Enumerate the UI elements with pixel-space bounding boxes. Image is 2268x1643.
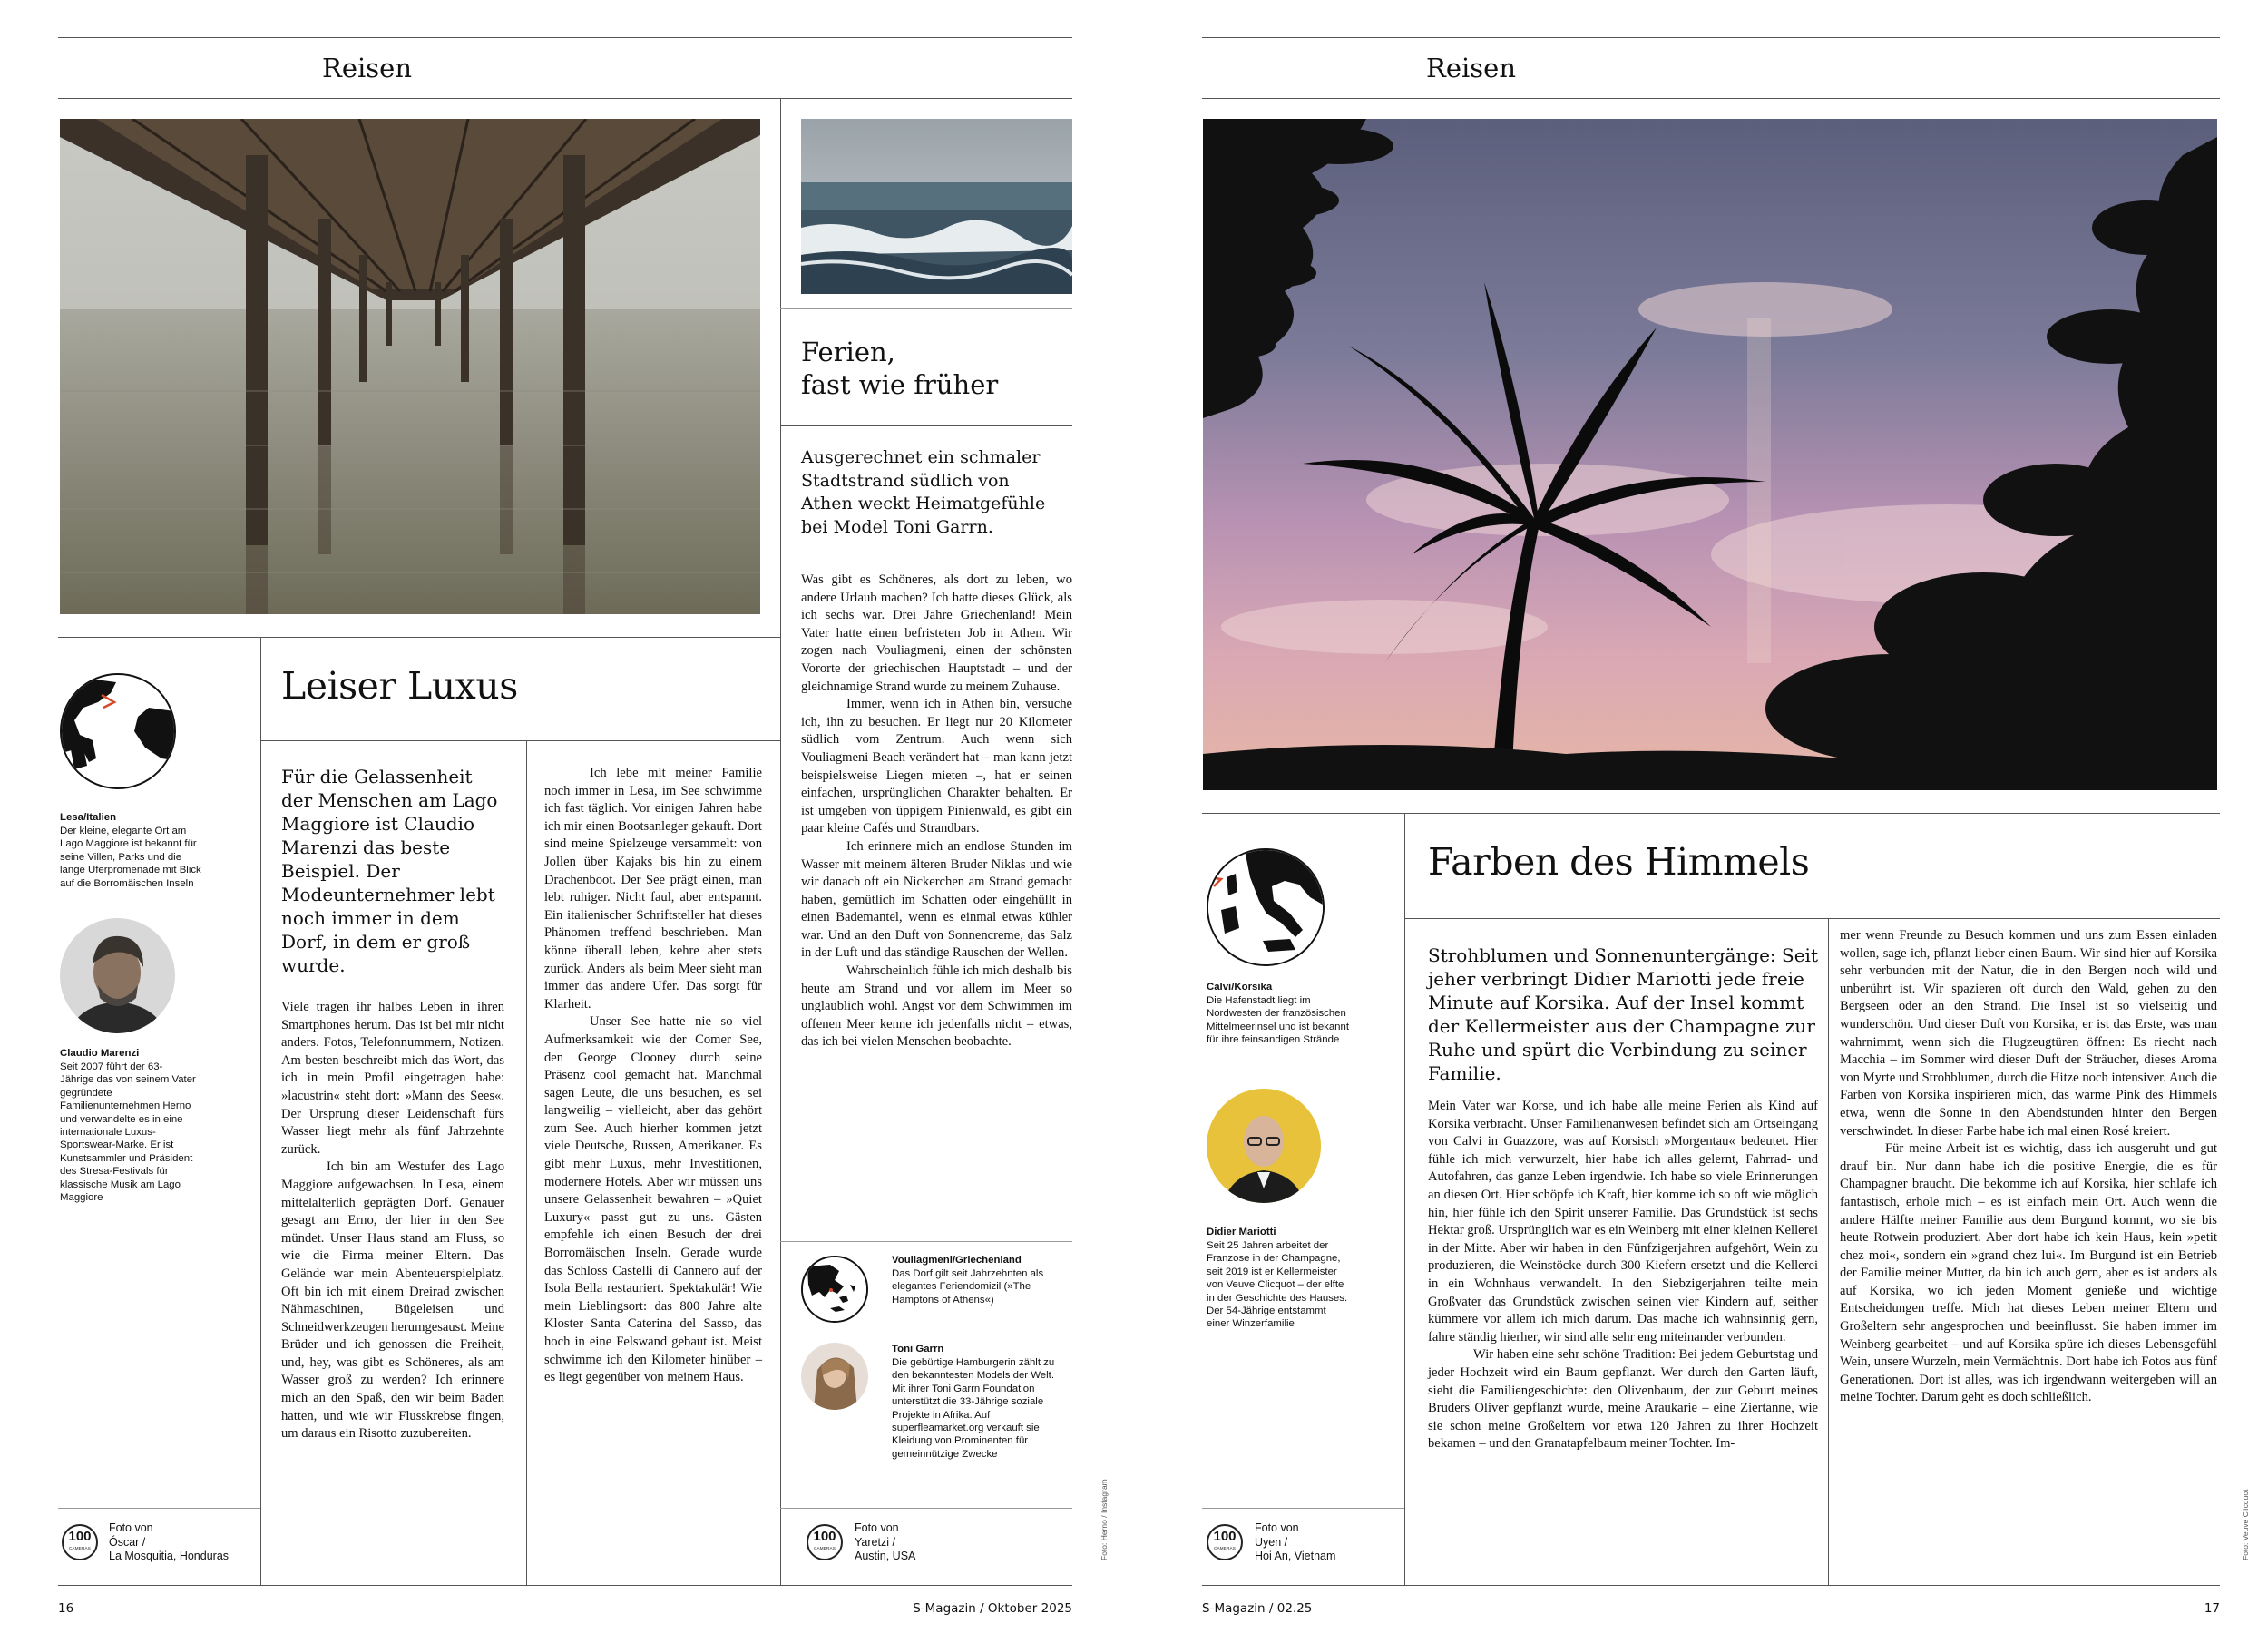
farben-col1-p2: Wir haben eine sehr schöne Tradition: Bei jedem Geburtstag und jeder Hochzeit wird ein Baum gepflanzt. Wer durch den Garten läuft, sieht die Familiengeschichte: den Olivenbaum, der zur Geburt meines Bruders Oliver gepflanzt wurde, meine Araukarie – eine Ziertanne, wie sie schon meine Großeltern vor etwa 120 Jahren zu ihrer Hochzeit bekamen – und den Granatapfelbaum meiner Tochter. Im-	[1428, 1347, 1818, 1452]
vertical-photo-credit-left: Foto: Herno / Instagram	[1100, 1479, 1109, 1560]
didier-mariotti-portrait	[1207, 1089, 1321, 1203]
leiser-credit-rule	[58, 1508, 260, 1509]
leiser-col1-p1: Viele tragen ihr halbes Leben in ihren Smartphones herum. Das ist bei mir nicht anders. Fotos, Telefonnummern, Notizen. Am besten beschreibt mich das Wort, das ich in mein Profil eingetragen habe: »lacustrin« steht dort: »Mann des Sees«. Der Ursprung dieser Leidenschaft fürs Wasser liegt mehr als fünf Jahrzehnte zurück.	[281, 1000, 504, 1157]
toni-garrn-caption-title: Toni Garrn	[892, 1344, 944, 1354]
ferien-caption-rule	[780, 1241, 1072, 1242]
ferien-photo-credit	[855, 1521, 915, 1564]
farben-lead: Strohblumen und Sonnenuntergänge: Seit jeher verbringt Didier Mariotti jede freie Minute auf Korsika. Auf der Insel kommt der Kellermeister aus der Champagne zur Ruhe und spürt die Verbindung zu seiner Familie.	[1428, 944, 1818, 1084]
credit-line-2: Yaretzi /	[855, 1535, 895, 1549]
ferien-headline-rule	[780, 425, 1072, 426]
credit-line-1: Foto von	[855, 1521, 899, 1534]
badge-number: 100	[68, 1529, 92, 1544]
farben-column-rule	[1828, 918, 1829, 1585]
leiser-col1-p2: Ich bin am Westufer des Lago Maggiore aufgewachsen. In Lesa, einem mittelalterlich geprägten Dorf. Genauer gesagt am Erno, der hier in den See mündet. Unser Haus stand am Fluss, so wie die Firma meiner Eltern. Das Gelände war mein Abenteuerspielplatz. Oft bin ich mit einem Dreirad zwischen Nähmaschinen, Bügeleisen und Schneidwerkzeugen herumgesaust. Meine Brüder und ich genossen die Freiheit, und, hey, was gibt es Schöneres, als am Wasser groß zu werden? Ich erinnere mich an den Spaß, den wir beim Baden hatten, und wie wir Flusskrebse fingen, um daraus ein Risotto zuzubereiten.	[281, 1159, 504, 1442]
farben-col1	[1428, 1098, 1818, 1453]
claudio-caption-text: Seit 2007 führt der 63-Jährige das von seinem Vater gegründete Familienunternehmen Herno und verwandelte es in eine internationale Luxus-Sportswear-Marke. Er ist Kunstsammler und Präsident des Stresa-Festivals für klassische Musik am Lago Maggiore	[60, 1061, 196, 1204]
ferien-headline	[801, 336, 998, 401]
toni-garrn-caption-text: Die gebürtige Hamburgerin zählt zu den bekanntesten Models der Welt. Mit ihrer Toni Garrn Foundation unterstützt die 33-Jährige soziale Projekte in Afrika. Auf superfleamarket.org verkauft sie Kleidung von Prominenten für gemeinnützige Zwecke	[892, 1357, 1055, 1460]
sunset-palm-photo	[1203, 119, 2217, 790]
calvi-caption-title: Calvi/Korsika	[1207, 982, 1273, 993]
column-rule-vertical-left	[780, 98, 781, 1585]
page-number-right: 17	[2204, 1601, 2220, 1616]
credit-line-3: La Mosquitia, Honduras	[109, 1550, 230, 1562]
didier-caption-text: Seit 25 Jahren arbeitet der Franzose in der Champagne, seit 2019 ist er Kellermeister von Veuve Clicquot – der elfte in der Geschichte des Hauses. Der 54-Jährige entstammt einer Winzerfamilie	[1207, 1240, 1348, 1330]
credit-line-2: Óscar /	[109, 1535, 146, 1549]
badge-label: CAMERAS	[68, 1546, 92, 1550]
ferien-body-p3: Ich erinnere mich an endlose Stunden im Wasser mit meinem älteren Bruder Niklas und wie wir danach oft ein Nickerchen am Strand gemacht haben, gemütlich im Schatten oder eingehüllt in einen Bademantel, wenn es einmal etwas kühler war. Und an den Duft von Sonnencreme, das Salz in der Luft und das ständige Rauschen der Wellen.	[801, 838, 1072, 961]
credit-line-3: Hoi An, Vietnam	[1255, 1550, 1336, 1562]
header-rule-left	[58, 98, 1072, 99]
leiser-column-rule	[526, 740, 527, 1585]
header-rule-right	[1202, 98, 2220, 99]
greece-map-icon	[801, 1256, 868, 1323]
magazine-issue-right: S-Magazin / 02.25	[1202, 1601, 1313, 1616]
section-label-right: Reisen	[1426, 53, 1516, 83]
italy-map-icon	[60, 673, 176, 789]
toni-garrn-portrait	[801, 1343, 868, 1410]
100-cameras-badge-leiser	[62, 1524, 98, 1560]
leiser-luxus-headline: Leiser Luxus	[281, 664, 518, 708]
credit-line-2: Uyen /	[1255, 1535, 1288, 1549]
leiser-col2-p2: Unser See hatte nie so viel Aufmerksamkeit wie der Comer See, den George Clooney durch seine Präsenz cool gemacht hat. Manchmal sagen Leute, die uns besuchen, es sei langweilig – vielleicht, aber das gehört zum See. Auch hierher kommen jetzt viele Deutsche, Russen, Amerikaner. Es gibt mehr Luxus, mehr Investitionen, modernere Hotels. Aber wir müssen uns unsere Gelassenheit bewahren – »Quiet Luxury« passt gut zu uns. Gästen empfehle ich einen Besuch der drei Borromäischen Inseln. Gerade wurde das Schloss Castelli di Cannero auf der Isola Bella restauriert. Spektakulär! Wie mein Lieblingsort: das 800 Jahre alte Kloster Santa Caterina del Sasso, das hoch in eine Felswand gebaut ist. Meist schwimme ich den Kilometer hinüber – es liegt gegenüber von meinem Haus.	[544, 1014, 762, 1385]
leiser-col2-p1: Ich lebe mit meiner Familie noch immer in Lesa, im See schwimme ich fast täglich. Vor einigen Jahren habe ich mir einen Bootsanleger gekauft. Dort sind meine Spielzeuge versammelt: von Jollen über Kajaks bis hin zu einem Drachenboot. Der See prägt einen, man lebt ruhiger. Nicht faul, aber entspannt. Ein italienischer Schriftsteller hat dieses Phänomen treffend beschrieben. Man könne überall leben, kehre aber stets zurück. Anders als beim Meer sieht man immer das andere Ufer. Das sorgt für Klarheit.	[544, 766, 762, 1012]
pier-photo	[60, 119, 760, 614]
page-number-left: 16	[58, 1601, 74, 1616]
sea-photo	[801, 119, 1072, 294]
farben-col2	[1840, 927, 2217, 1407]
claudio-caption-title: Claudio Marenzi	[60, 1048, 140, 1059]
magazine-issue-left: S-Magazin / Oktober 2025	[913, 1601, 1072, 1616]
leiser-headline-rule-top	[58, 637, 780, 638]
leiser-col1	[281, 999, 504, 1443]
footer-rule-left	[58, 1585, 1072, 1586]
credit-line-1: Foto von	[109, 1521, 153, 1534]
claudio-marenzi-portrait	[60, 918, 175, 1033]
leiser-headline-rule-bottom	[260, 740, 780, 741]
credit-line-3: Austin, USA	[855, 1550, 916, 1562]
farben-photo-credit	[1255, 1521, 1335, 1564]
vouliagmeni-caption-title: Vouliagmeni/Griechenland	[892, 1255, 1022, 1266]
badge-number: 100	[813, 1529, 836, 1544]
ferien-headline-line1: Ferien,	[801, 337, 895, 367]
leiser-col2	[544, 765, 762, 1387]
ferien-headline-line2: fast wie früher	[801, 369, 999, 400]
leiser-photo-credit	[109, 1521, 229, 1564]
farben-headline-rule-top	[1202, 813, 2220, 814]
didier-caption-title: Didier Mariotti	[1207, 1227, 1276, 1237]
section-label-left: Reisen	[322, 53, 412, 83]
farben-headline-rule-bottom	[1404, 918, 2220, 919]
farben-col1-p1: Mein Vater war Korse, und ich habe alle meine Ferien als Kind auf Korsika verbracht. Unser Familienanwesen befindet sich am Ortseingang von Calvi in Guazzore, was auf Korsisch »Morgentau« bedeutet. Hier fühle ich mich verwurzelt, hier habe ich alles gelernt, Fahrrad- und Autofahren, das ganze Leben irgendwie. Ich habe so viele Erinnerungen an diesen Ort. Hier schöpfe ich Kraft, hier komme ich so oft wie möglich hin, hier fühle ich den Spirit unserer Familie. Das Grundstück ist sechs Hektar groß. Ursprünglich war es ein Weinberg mit einer kleinen Kellerei in der Mitte. Aber wir haben in den Fünfzigerjahren aufgehört, Wein zu produzieren, die Weinstöcke durch 300 Kiefern ersetzt und die Kellerei in ein Wohnhaus verwandelt. In den Siebzigerjahren teilte mein Großvater das Grundstück zwischen seinen vier Kindern auf, seither kümmere vor allem ich mich darum. Das mache ich wahnsinnig gern, fahre ständig hierher, wir sind alle sehr eng miteinander verbunden.	[1428, 1099, 1818, 1345]
sea-photo-rule	[780, 308, 1072, 309]
ferien-body	[801, 572, 1072, 1051]
vertical-photo-credit-right: Foto: Veuve Clicquot	[2241, 1489, 2250, 1560]
ferien-lead: Ausgerechnet ein schmaler Stadtstrand südlich von Athen weckt Heimatgefühle bei Model Toni Garrn.	[801, 447, 1046, 537]
lesa-caption-title: Lesa/Italien	[60, 812, 117, 823]
badge-label: CAMERAS	[1213, 1546, 1237, 1550]
calvi-caption-text: Die Hafenstadt liegt im Nordwesten der französischen Mittelmeerinsel und ist bekannt für ihre feinsandigen Strände	[1207, 995, 1350, 1046]
ferien-credit-rule	[780, 1508, 1072, 1509]
lesa-caption-text: Der kleine, elegante Ort am Lago Maggiore ist bekannt für seine Villen, Parks und die lange Uferpromenade mit Blick auf die Borromäischen Inseln	[60, 826, 201, 889]
farben-col2-p1: mer wenn Freunde zu Besuch kommen und uns zum Essen einladen wollen, sage ich, pflanzt lieber einen Baum. Wir sind hier auf Korsika sehr verbunden mit der Natur, die in den Bergen noch wild und unberührt ist. Wir spazieren oft durch den Wald, gehen zu den Bergseen oder an den Strand. Die Insel ist so vielseitig und wunderschön. Und dieser Duft von Korsika, er ist das Erste, was man wahrnimmt, wenn sich die Flugzeugtüren öffnen: Es riecht nach Macchia – im Sommer wird dieser Duft der Sträucher, dieses Aroma von Myrte und Strohblumen, durch die Hitze noch intensiver. Auch die Farben von Korsika inspirieren mich, das warme Pink des Himmels etwa, wenn die Sonne in den Abendstunden hinter den Bergen verschwindet. In dieser Farbe habe ich mal einen Rosé kreiert.	[1840, 928, 2217, 1139]
farben-col2-p2: Für meine Arbeit ist es wichtig, dass ich ausgeruht und gut drauf bin. Nur dann habe ich die positive Energie, die es für Champagner braucht. Die bekomme ich auf Korsika, hier schlafe ich fantastisch, erhole mich – es ist einfach mein Ort. Auch wenn die andere Hälfte meiner Familie aus dem Burgund kommt, wo sie bis heute Rotwein produziert. Aber dort habe ich kein Haus, kein »petit chez moi«, sondern ein »grand chez lui«. Im Burgund ist ein Betrieb der Familie meiner Mutter, da bin ich auch gern, aber es ist anders als auf Korsika, wo ich jeden Moment genieße und wichtige Entscheidungen treffe. Mich hat dieses Leben meiner Eltern und Großeltern sehr angesprochen und beeinflusst. Sie haben immer im Weinberg gearbeitet – und auf Korsika spüre ich dieses Lebensgefühl Wein, unsere Wurzeln, mein Vermächtnis. Dort habe ich Fotos aus fünf Generationen. Dort ist alles, was ich irgendwann weitergeben will an meine Tochter. Darum geht es doch schließlich.	[1840, 1141, 2217, 1405]
100-cameras-badge-farben	[1207, 1524, 1243, 1560]
sidebar-rule-vertical-right	[1404, 813, 1405, 1585]
credit-line-1: Foto von	[1255, 1521, 1299, 1534]
leiser-lead: Für die Gelassenheit der Menschen am Lago Maggiore ist Claudio Marenzi das beste Beispiel. Der Modeunternehmer lebt noch immer in dem Dorf, in dem er groß wurde.	[281, 766, 498, 976]
badge-label: CAMERAS	[813, 1546, 836, 1550]
top-rule-left	[58, 37, 1072, 38]
top-rule-right	[1202, 37, 2220, 38]
sidebar-rule-vertical-left	[260, 637, 261, 1585]
footer-rule-right	[1202, 1585, 2220, 1586]
100-cameras-badge-ferien	[807, 1524, 843, 1560]
farben-credit-rule	[1202, 1508, 1404, 1509]
farben-des-himmels-headline: Farben des Himmels	[1428, 840, 1810, 884]
ferien-body-p2: Immer, wenn ich in Athen bin, versuche ich, ihn zu besuchen. Er liegt nur 20 Kilometer südlich vom Zentrum. Auch wenn sich Vouliagmeni Beach verändert hat – man kann jetzt beispielsweise Liegen mieten –, hat er seinen einfachen, ursprünglichen Charakter behalten. Er ist umgeben von üppigem Pinienwald, es gibt ein paar kleine Cafés und Strandbars.	[801, 697, 1072, 836]
corsica-map-icon	[1207, 848, 1325, 966]
ferien-body-p1: Was gibt es Schöneres, als dort zu leben, wo andere Urlaub machen? Ich hatte dieses Glück, als ich sechs war. Drei Jahre Griechenland! Mein Vater hatte einen befristeten Job in Athen. Wir zogen nach Vouliagmeni, einen der schönsten Vororte der griechischen Hauptstadt – und der gleichnamige Strand wurde zu meinem Zuhause.	[801, 572, 1072, 694]
badge-number: 100	[1213, 1529, 1237, 1544]
vouliagmeni-caption-text: Das Dorf gilt seit Jahrzehnten als elegantes Feriendomizil (»The Hamptons of Athens«)	[892, 1268, 1044, 1306]
ferien-body-p4: Wahrscheinlich fühle ich mich deshalb bis heute am Strand und vor allem im Meer so unglaublich wohl. Angst vor dem Schwimmen im offenen Meer kenne ich jedenfalls nicht – etwas, das ich bei vielen Menschen beobachte.	[801, 963, 1072, 1050]
